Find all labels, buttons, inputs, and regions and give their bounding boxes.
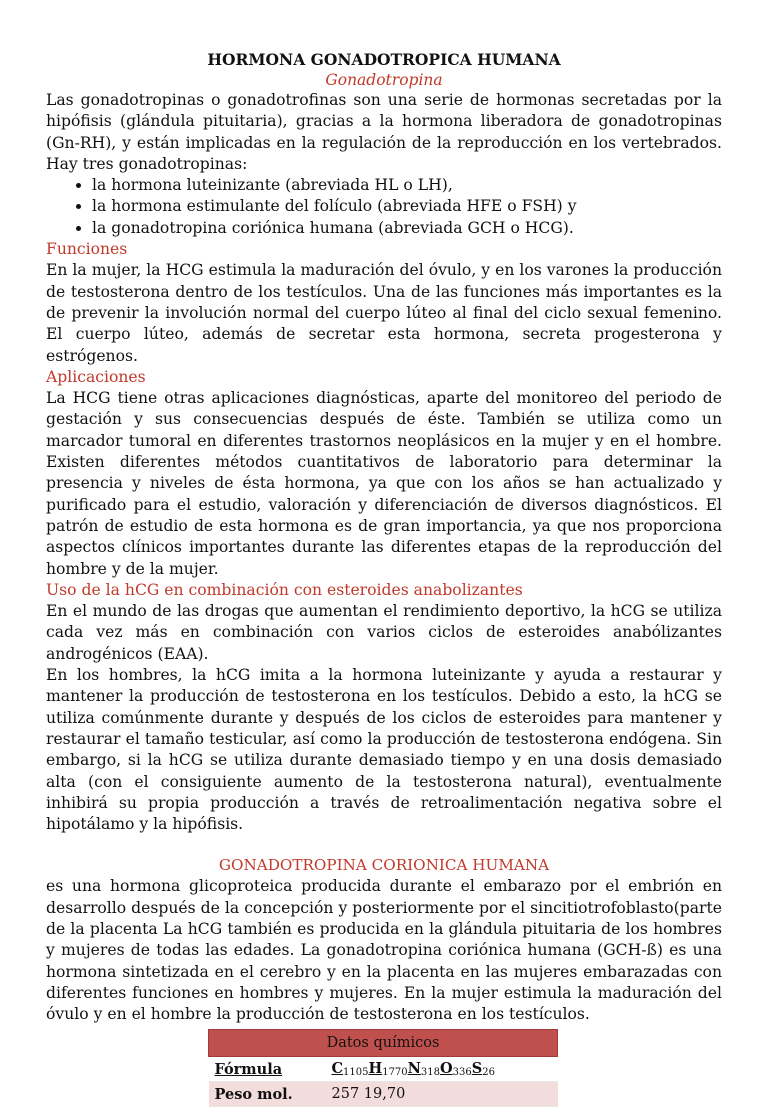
formula-element: O bbox=[440, 1060, 453, 1078]
table-row bbox=[209, 1082, 558, 1107]
gch-paragraph: es una hormona glicoproteica producida durante el embarazo por el embrión en desarrollo después de la concepción y posteriormente por el sincitiotrofoblasto(parte de la placenta La hCG también es producida en la glándula pituitaria de los hombres y mujeres de todas las edades. La gonadotropina coriónica humana (GCH-ß) es una hormona sintetizada en el cerebro y en la placenta en las mujeres embarazadas con diferentes funciones en hombres y mujeres. En la mujer estimula la maduración del óvulo y en el hombre la producción de testosterona en los testículos. bbox=[46, 877, 722, 1024]
formula-label: Fórmula bbox=[214, 1060, 283, 1078]
funciones-paragraph: En la mujer, la HCG estimula la maduración del óvulo, y en los varones la producción de testosterona dentro de los testículos. Una de las funciones más importantes es la de prevenir la involución normal del cuerpo lúteo al final del ciclo sexual femenino. El cuerpo lúteo, además de secretar esta hormona, secreta progesterona y estrógenos. bbox=[46, 261, 722, 365]
formula-count: 1770 bbox=[382, 1067, 408, 1079]
formula-count: 1105 bbox=[343, 1067, 369, 1079]
list-item: • la hormona estimulante del folículo (abreviada HFE o FSH) y bbox=[92, 196, 722, 217]
document-title: HORMONA GONADOTROPICA HUMANA bbox=[207, 50, 561, 69]
uso-paragraph-1: En el mundo de las drogas que aumentan el rendimiento deportivo, la hCG se utiliza cada vez más en combinación con varios ciclos de esteroides anabólizantes androgénicos (EAA). bbox=[46, 602, 722, 663]
formula-element: S bbox=[471, 1060, 483, 1078]
formula-element: H bbox=[368, 1060, 383, 1078]
formula-element: N bbox=[407, 1060, 421, 1078]
formula-count: 318 bbox=[420, 1067, 441, 1079]
list-item: • la hormona luteinizante (abreviada HL o LH), bbox=[92, 175, 722, 196]
gonadotropin-list bbox=[46, 175, 722, 239]
document-subtitle: Gonadotropina bbox=[325, 71, 443, 89]
gch-heading: GONADOTROPINA CORIONICA HUMANA bbox=[218, 856, 550, 875]
intro-paragraph: Las gonadotropinas o gonadotrofinas son una serie de hormonas secretadas por la hipófisis (glándula pituitaria), gracias a la hormona liberadora de gonadotropinas (Gn-RH), y están implicadas en la regulación de la reproducción en los vertebrados. Hay tres gonadotropinas: bbox=[46, 91, 722, 173]
formula-element: C bbox=[331, 1060, 344, 1078]
uso-heading: Uso de la hCG en combinación con esteroides anabolizantes bbox=[46, 580, 523, 599]
formula-count: 336 bbox=[452, 1067, 472, 1079]
aplicaciones-heading: Aplicaciones bbox=[46, 367, 146, 386]
uso-paragraph-2: En los hombres, la hCG imita a la hormona luteinizante y ayuda a restaurar y mantener la producción de testosterona en los testículos. Debido a esto, la hCG se utiliza comúnmente durante y después de los ciclos de esteroides para mantener y restaurar el tamaño testicular, así como la producción de testosterona endógena. Sin embargo, si la hCG se utiliza durante demasiado tiempo y en una dosis demasiado alta (con el consiguiente aumento de la testosterona natural), eventualmente inhibirá su propia producción a través de retroalimentación negativa sobre el hipotálamo y la hipófisis. bbox=[46, 666, 722, 834]
table-row bbox=[209, 1057, 558, 1082]
list-item: • la gonadotropina coriónica humana (abreviada GCH o HCG). bbox=[92, 218, 722, 239]
funciones-heading: Funciones bbox=[46, 240, 128, 259]
formula-count: 26 bbox=[482, 1067, 495, 1079]
aplicaciones-paragraph: La HCG tiene otras aplicaciones diagnósticas, aparte del monitoreo del periodo de gestación y sus consecuencias después de éste. También se utiliza como un marcador tumoral en diferentes trastornos neoplásicos en la mujer y en el hombre. Existen diferentes métodos cuantitativos de laboratorio para determinar la presencia y niveles de ésta hormona, ya que con los años se han actualizado y purificado para el estudio, valoración y diferenciación de diversos diagnósticos. El patrón de estudio de esta hormona es de gran importancia, ya que nos proporciona aspectos clínicos importantes durante las diferentes etapas de la reproducción del hombre y de la mujer. bbox=[46, 389, 722, 578]
document-page bbox=[0, 50, 768, 1103]
table-header: Datos químicos bbox=[209, 1030, 558, 1057]
peso-label: Peso mol. bbox=[209, 1082, 326, 1107]
chemical-data-table bbox=[208, 1029, 558, 1107]
peso-value: 257 19,70 bbox=[326, 1082, 558, 1107]
formula-value bbox=[326, 1057, 558, 1082]
